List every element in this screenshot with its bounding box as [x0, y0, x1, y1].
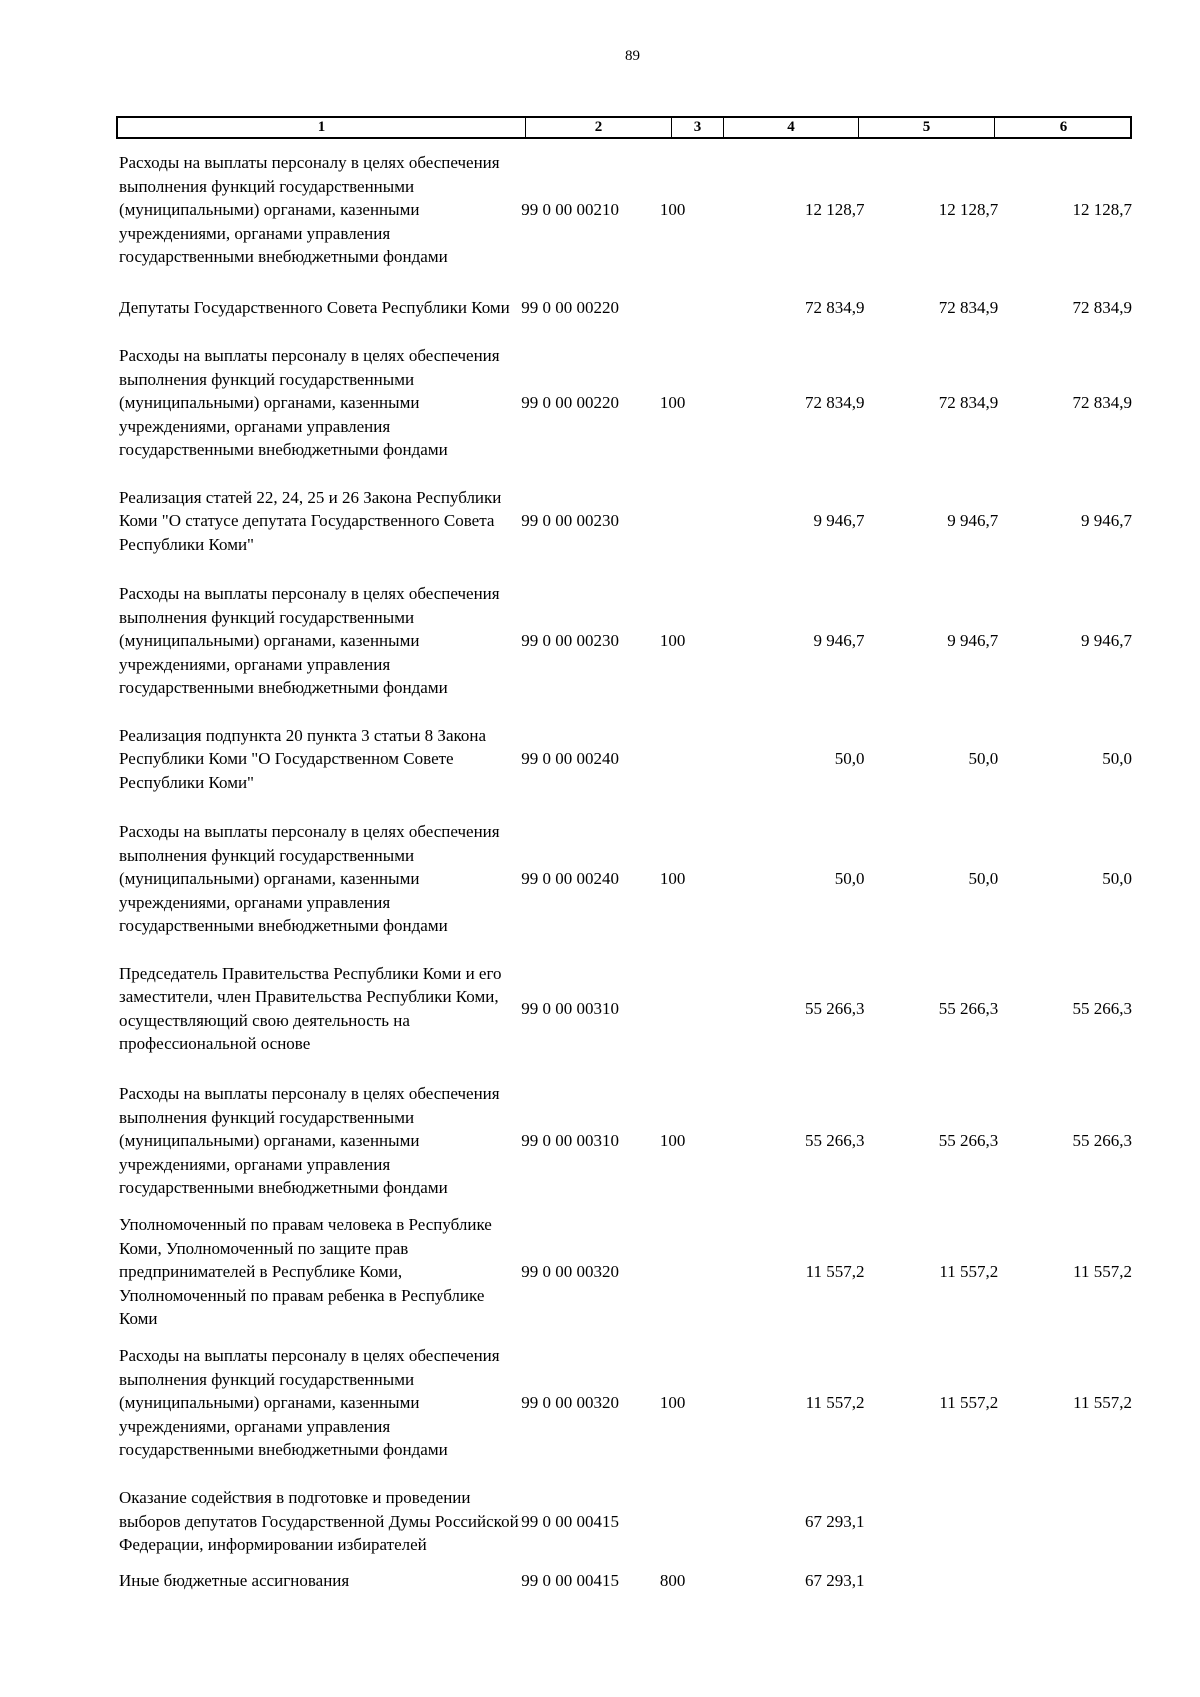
row-value-5: 55 266,3 — [938, 998, 999, 1018]
table-row — [116, 1475, 1132, 1568]
table-row — [116, 583, 1132, 699]
row-name: Расходы на выплаты персоналу в целях обеспечения выполнения функций государственными (муниципальными) органами, казенными учреждениями, органами управления государственными внебюджетными фондами — [119, 153, 500, 267]
row-value-6: 11 557,2 — [1073, 1393, 1132, 1413]
row-value-4: 50,0 — [834, 749, 865, 769]
row-value-6: 72 834,9 — [1072, 297, 1132, 317]
row-code: 99 0 00 00310 — [521, 998, 619, 1018]
row-value-6: 50,0 — [1102, 749, 1132, 769]
table-row — [116, 345, 1132, 461]
row-code: 99 0 00 00320 — [521, 1262, 619, 1282]
row-value-6: 11 557,2 — [1073, 1262, 1132, 1282]
table-row — [116, 1083, 1132, 1199]
row-code: 99 0 00 00415 — [521, 1511, 619, 1531]
row-vr: 100 — [659, 1393, 686, 1413]
row-name: Уполномоченный по правам человека в Республике Коми, Уполномоченный по защите прав предпринимателей в Республике Коми, Уполномоченный по правам ребенка в Республике Коми — [119, 1215, 492, 1329]
row-vr: 100 — [659, 631, 686, 651]
row-value-5: 50,0 — [968, 749, 999, 769]
header-col-3: 3 — [672, 118, 724, 137]
header-col-1: 1 — [118, 118, 526, 137]
row-name: Иные бюджетные ассигнования — [119, 1571, 350, 1591]
row-code: 99 0 00 00230 — [521, 631, 619, 651]
row-value-6: 12 128,7 — [1072, 200, 1132, 220]
row-value-4: 12 128,7 — [805, 200, 865, 220]
row-name: Расходы на выплаты персоналу в целях обеспечения выполнения функций государственными (муниципальными) органами, казенными учреждениями, органами управления государственными внебюджетными фондами — [119, 1084, 500, 1198]
row-value-4: 72 834,9 — [805, 297, 865, 317]
table-row — [116, 724, 1132, 794]
row-name: Оказание содействия в подготовке и проведении выборов депутатов Государственной Думы Российской Федерации, информировании избирателей — [119, 1488, 519, 1555]
header-col-6: 6 — [1059, 119, 1068, 135]
row-value-5: 55 266,3 — [938, 1131, 999, 1151]
row-value-5: 72 834,9 — [938, 297, 999, 317]
row-value-4: 50,0 — [834, 869, 865, 889]
table-row — [116, 1214, 1132, 1330]
row-value-4: 11 557,2 — [805, 1393, 865, 1413]
row-value-5: 11 557,2 — [939, 1393, 999, 1413]
row-value-4: 9 946,7 — [813, 631, 865, 651]
page-number: 89 — [625, 48, 640, 64]
row-value-4: 11 557,2 — [805, 1262, 865, 1282]
row-code: 99 0 00 00220 — [521, 297, 619, 317]
table-row — [116, 284, 1132, 331]
row-code: 99 0 00 00220 — [521, 393, 619, 413]
row-value-6: 9 946,7 — [1081, 631, 1132, 651]
row-value-4: 72 834,9 — [805, 393, 865, 413]
row-value-4: 55 266,3 — [805, 1131, 865, 1151]
row-name: Депутаты Государственного Совета Республики Коми — [119, 297, 510, 317]
row-value-6: 72 834,9 — [1072, 393, 1132, 413]
row-name: Расходы на выплаты персоналу в целях обеспечения выполнения функций государственными (муниципальными) органами, казенными учреждениями, органами управления государственными внебюджетными фондами — [119, 584, 500, 698]
row-vr: 100 — [659, 1131, 686, 1151]
row-code: 99 0 00 00210 — [521, 200, 619, 220]
row-value-4: 55 266,3 — [805, 998, 865, 1018]
row-value-5: 50,0 — [968, 869, 999, 889]
row-vr: 100 — [659, 393, 686, 413]
row-value-4: 67 293,1 — [805, 1511, 865, 1531]
row-value-6: 50,0 — [1102, 869, 1132, 889]
row-name: Расходы на выплаты персоналу в целях обеспечения выполнения функций государственными (муниципальными) органами, казенными учреждениями, органами управления государственными внебюджетными фондами — [119, 1346, 500, 1460]
row-code: 99 0 00 00320 — [521, 1393, 619, 1413]
row-code: 99 0 00 00415 — [521, 1571, 619, 1591]
row-name: Расходы на выплаты персоналу в целях обеспечения выполнения функций государственными (муниципальными) органами, казенными учреждениями, органами управления государственными внебюджетными фондами — [119, 346, 500, 460]
row-code: 99 0 00 00310 — [521, 1131, 619, 1151]
row-value-5: 9 946,7 — [947, 631, 999, 651]
table-row — [116, 486, 1132, 556]
table-row — [116, 152, 1132, 268]
row-vr: 100 — [659, 200, 686, 220]
row-value-4: 9 946,7 — [813, 511, 865, 531]
row-value-6: 55 266,3 — [1072, 998, 1132, 1018]
table-row — [116, 962, 1132, 1055]
row-vr: 100 — [659, 869, 686, 889]
row-code: 99 0 00 00230 — [521, 511, 619, 531]
row-name: Реализация подпункта 20 пункта 3 статьи 8 Закона Республики Коми "О Государственном Совете Республики Коми" — [119, 725, 487, 792]
row-value-6: 55 266,3 — [1072, 1131, 1132, 1151]
header-col-2: 2 — [526, 118, 672, 137]
row-value-5: 12 128,7 — [938, 200, 999, 220]
row-code: 99 0 00 00240 — [521, 869, 619, 889]
row-value-6: 9 946,7 — [1081, 511, 1132, 531]
row-name: Расходы на выплаты персоналу в целях обеспечения выполнения функций государственными (муниципальными) органами, казенными учреждениями, органами управления государственными внебюджетными фондами — [119, 822, 500, 936]
table-row — [116, 1569, 1132, 1593]
table-row — [116, 1345, 1132, 1461]
row-value-5: 72 834,9 — [938, 393, 999, 413]
row-value-4: 67 293,1 — [805, 1571, 865, 1591]
row-name: Председатель Правительства Республики Коми и его заместители, член Правительства Республики Коми, осуществляющий свою деятельность на профессиональной основе — [119, 963, 502, 1053]
row-value-5: 9 946,7 — [947, 511, 999, 531]
row-code: 99 0 00 00240 — [521, 749, 619, 769]
row-value-5: 11 557,2 — [939, 1262, 999, 1282]
row-vr: 800 — [659, 1571, 686, 1591]
header-col-5: 5 — [859, 118, 995, 137]
table-row — [116, 821, 1132, 937]
table-header — [116, 116, 1132, 139]
row-name: Реализация статей 22, 24, 25 и 26 Закона Республики Коми "О статусе депутата Государственного Совета Республики Коми" — [119, 487, 502, 554]
header-col-4: 4 — [724, 118, 859, 137]
